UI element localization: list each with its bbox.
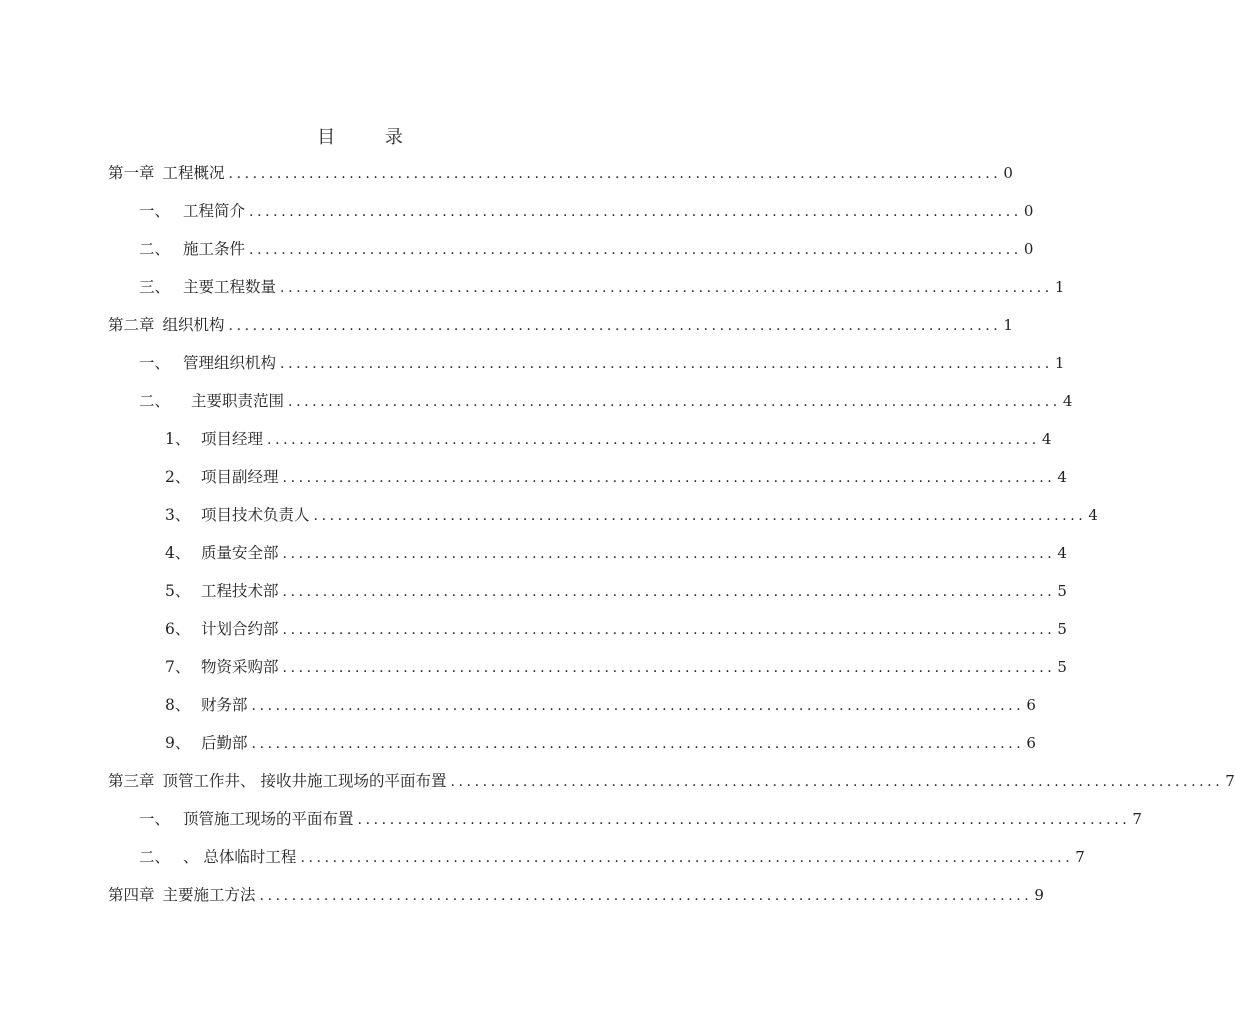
- toc-entry-page: 1: [1054, 278, 1065, 296]
- dot-leader: ................................................................................................: [249, 204, 1022, 220]
- toc-entry-number: 8、: [165, 696, 191, 714]
- dot-leader: ................................................................................................: [228, 166, 1002, 182]
- toc-entry-section[interactable]: [139, 274, 1065, 300]
- toc-entry-page: 7: [1075, 848, 1085, 866]
- toc-entry-label: 主要工程数量: [183, 278, 277, 296]
- toc-entry-chapter-1[interactable]: [108, 160, 1013, 186]
- dot-leader: ................................................................................................: [251, 736, 1025, 752]
- toc-entry-section[interactable]: [139, 198, 1034, 224]
- toc-entry-chapter-4[interactable]: [108, 882, 1044, 908]
- toc-entry-subsection[interactable]: [165, 426, 1052, 452]
- toc-entry-label: 、 总体临时工程: [183, 848, 297, 866]
- toc-entry-page: 1: [1003, 316, 1013, 334]
- toc-entry-subsection[interactable]: [165, 502, 1098, 528]
- dot-leader: ................................................................................................: [228, 318, 1002, 334]
- toc-entry-page: 0: [1003, 164, 1013, 182]
- toc-entry-subsection[interactable]: [165, 654, 1067, 680]
- toc-entry-label: 质量安全部: [201, 544, 279, 562]
- dot-leader: ................................................................................................: [280, 280, 1053, 296]
- toc-entry-label: 项目副经理: [201, 468, 279, 486]
- toc-entry-number: 二、: [139, 240, 171, 258]
- toc-entry-page: 7: [1132, 810, 1142, 828]
- toc-entry-label: 项目技术负责人: [201, 506, 310, 524]
- toc-entry-number: 一、: [139, 354, 171, 372]
- toc-entry-label: 施工条件: [183, 240, 246, 258]
- toc-entry-number: 第一章: [108, 164, 155, 182]
- toc-entry-page: 4: [1057, 468, 1067, 486]
- toc-entry-label: 后勤部: [201, 734, 248, 752]
- toc-entry-subsection[interactable]: [165, 464, 1067, 490]
- dot-leader: ................................................................................................: [450, 774, 1224, 790]
- toc-entry-label: 顶管工作井、 接收井施工现场的平面布置: [162, 772, 447, 790]
- toc-entry-label: 计划合约部: [201, 620, 279, 638]
- toc-entry-page: 5: [1057, 620, 1067, 638]
- toc-entry-number: 二、: [139, 848, 171, 866]
- toc-entry-number: 一、: [139, 202, 171, 220]
- toc-entry-number: 3、: [165, 506, 191, 524]
- toc-entry-page: 4: [1062, 392, 1073, 410]
- toc-entry-number: 5、: [165, 582, 191, 600]
- toc-entry-page: 7: [1225, 772, 1235, 790]
- dot-leader: ................................................................................................: [259, 888, 1033, 904]
- toc-entry-number: 9、: [165, 734, 191, 752]
- dot-leader: ................................................................................................: [251, 698, 1025, 714]
- toc-entry-number: 2、: [165, 468, 191, 486]
- toc-entry-label: 主要施工方法: [162, 886, 256, 904]
- toc-entry-subsection[interactable]: [165, 730, 1036, 756]
- toc-entry-subsection[interactable]: [165, 578, 1067, 604]
- toc-entry-label: 物资采购部: [201, 658, 279, 676]
- toc-entry-number: 三、: [139, 278, 171, 296]
- toc-entry-number: 一、: [139, 810, 171, 828]
- toc-entry-page: 0: [1023, 240, 1034, 258]
- toc-entry-page: 4: [1088, 506, 1098, 524]
- dot-leader: ................................................................................................: [282, 622, 1056, 638]
- toc-entry-page: 6: [1026, 696, 1036, 714]
- toc-entry-section[interactable]: [139, 350, 1065, 376]
- toc-entry-page: 0: [1023, 202, 1034, 220]
- toc-entry-number: 第三章: [108, 772, 155, 790]
- dot-leader: ................................................................................................: [280, 356, 1053, 372]
- toc-entry-page: 4: [1041, 430, 1052, 448]
- toc-entry-page: 6: [1026, 734, 1036, 752]
- toc-entry-number: 7、: [165, 658, 191, 676]
- toc-entry-chapter-2[interactable]: [108, 312, 1013, 338]
- toc-entry-section[interactable]: [139, 236, 1034, 262]
- dot-leader: ................................................................................................: [282, 584, 1056, 600]
- toc-entry-section[interactable]: [139, 806, 1142, 832]
- toc-entry-subsection[interactable]: [165, 692, 1036, 718]
- dot-leader: ................................................................................................: [288, 394, 1061, 410]
- dot-leader: ................................................................................................: [357, 812, 1131, 828]
- toc-entry-subsection[interactable]: [165, 540, 1067, 566]
- dot-leader: ................................................................................................: [300, 850, 1074, 866]
- toc-entry-page: 9: [1034, 886, 1044, 904]
- toc-entry-label: 顶管施工现场的平面布置: [183, 810, 354, 828]
- toc-entry-number: 二、: [139, 392, 171, 410]
- toc-entry-number: 第四章: [108, 886, 155, 904]
- toc-entry-label: 财务部: [201, 696, 248, 714]
- toc-entry-chapter-3[interactable]: [108, 768, 1235, 794]
- dot-leader: ................................................................................................: [267, 432, 1040, 448]
- toc-entry-number: 第二章: [108, 316, 155, 334]
- dot-leader: ................................................................................................: [249, 242, 1022, 258]
- toc-entry-label: 工程概况: [162, 164, 225, 182]
- toc-entry-number: 1、: [165, 430, 191, 448]
- dot-leader: ................................................................................................: [313, 508, 1087, 524]
- toc-entry-label: 项目经理: [201, 430, 264, 448]
- toc-entry-number: 6、: [165, 620, 191, 638]
- dot-leader: ................................................................................................: [282, 470, 1056, 486]
- toc-entry-label: 管理组织机构: [183, 354, 277, 372]
- toc-entry-label: 工程技术部: [201, 582, 279, 600]
- toc-entry-section[interactable]: [139, 844, 1085, 870]
- toc-entry-page: 5: [1057, 658, 1067, 676]
- toc-entry-page: 1: [1054, 354, 1065, 372]
- dot-leader: ................................................................................................: [282, 546, 1056, 562]
- toc-title: 目 录: [317, 127, 425, 148]
- toc-entry-page: 5: [1057, 582, 1067, 600]
- toc-entry-section[interactable]: [139, 388, 1073, 414]
- toc-entry-label: 主要职责范围: [191, 392, 285, 410]
- toc-entry-page: 4: [1057, 544, 1067, 562]
- toc-entry-number: 4、: [165, 544, 191, 562]
- toc-entry-label: 组织机构: [162, 316, 225, 334]
- dot-leader: ................................................................................................: [282, 660, 1056, 676]
- toc-entry-subsection[interactable]: [165, 616, 1067, 642]
- toc-entry-label: 工程简介: [183, 202, 246, 220]
